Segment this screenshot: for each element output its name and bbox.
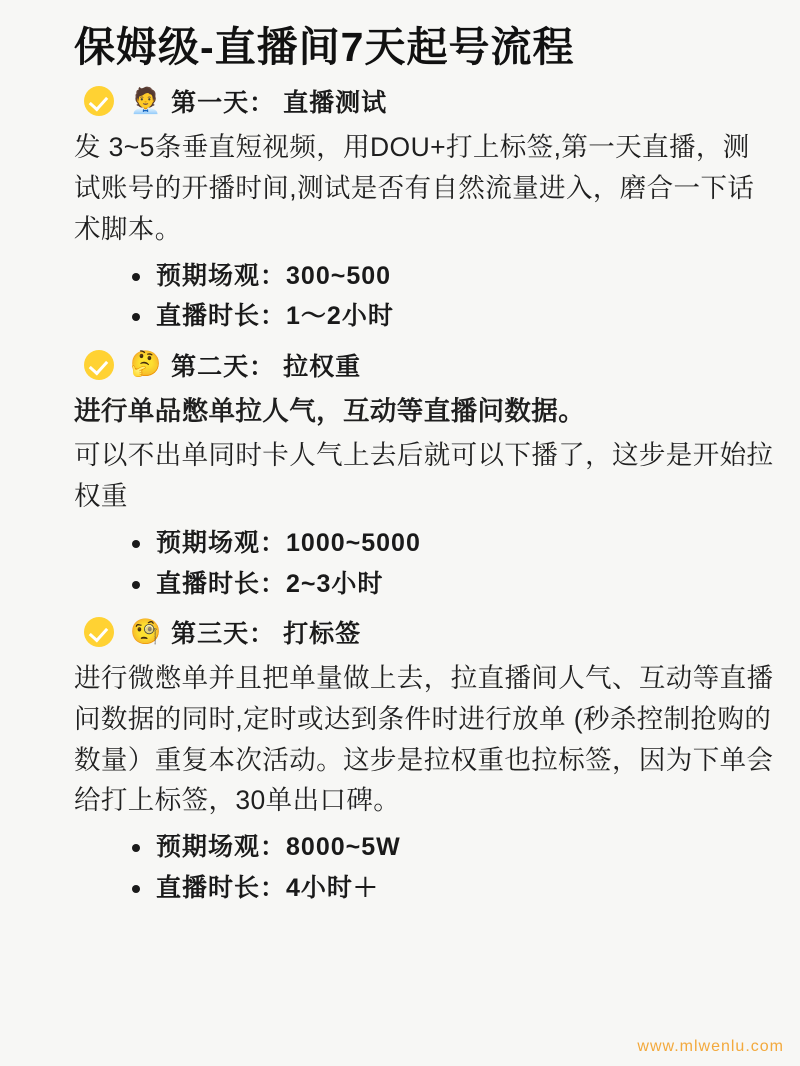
person-emoji-icon: 🧑‍💼: [130, 86, 162, 115]
section-topic: 拉权重: [283, 352, 362, 381]
page-title: 保姆级-直播间7天起号流程: [74, 24, 575, 70]
section-day-2: [60, 347, 776, 604]
bullet-label: 预期场观：: [156, 261, 287, 290]
list-item: [156, 564, 776, 605]
list-item: [156, 296, 776, 337]
list-item: [156, 256, 776, 297]
list-item: [156, 523, 776, 564]
bullet-label: 预期场观：: [156, 529, 287, 558]
watermark: www.mlwenlu.com: [637, 1038, 784, 1055]
section-topic: 直播测试: [283, 89, 388, 118]
section-paragraph-bold: 进行微憋单并且把单量做上去，: [74, 663, 451, 694]
section-day-label: 第一天：: [171, 89, 276, 118]
section-bullet-list: [60, 827, 776, 908]
list-item: [156, 868, 776, 909]
section-bullet-list: [60, 523, 776, 604]
section-header: [84, 347, 776, 383]
section-day-1: [60, 83, 776, 336]
section-header: [84, 614, 776, 650]
section-paragraph-regular: 拉直播间人气、互动等直播问数据的同时,定时或达到条件时进行放单 (秒杀控制抢购的数量）重复本次活动。这步是拉权重也拉标签，因为下单会给打上标签，30单出口碑。: [74, 663, 774, 816]
section-paragraph: 发 3~5条垂直短视频，用DOU+打上标签,第一天直播，测试账号的开播时间,测试是否有自然流量进入，磨合一下话术脚本。: [74, 132, 755, 244]
section-day-3: [60, 614, 776, 908]
section-paragraph-combined: [74, 658, 776, 821]
check-circle-icon: [84, 350, 114, 380]
list-item: [156, 827, 776, 868]
bullet-label: 直播时长：: [156, 569, 287, 598]
section-title: [171, 347, 361, 383]
section-title: [171, 83, 387, 119]
bullet-value: 1000~5000: [286, 529, 421, 558]
thinking-face-emoji-icon: 🤔: [130, 350, 162, 379]
check-circle-icon: [84, 86, 114, 116]
bullet-value: 300~500: [286, 261, 392, 290]
section-day-label: 第三天：: [171, 620, 276, 649]
bullet-value: 8000~5W: [286, 833, 401, 862]
bullet-label: 预期场观：: [156, 833, 287, 862]
bullet-label: 直播时长：: [156, 302, 287, 331]
section-topic: 打标签: [283, 620, 362, 649]
monocle-face-emoji-icon: 🧐: [130, 617, 162, 646]
section-paragraph: 进行单品憋单拉人气，互动等直播问数据。: [74, 395, 586, 426]
section-day-label: 第二天：: [171, 352, 276, 381]
section-bullet-list: [60, 256, 776, 337]
bullet-label: 直播时长：: [156, 873, 287, 902]
bullet-value: 4小时＋: [286, 873, 379, 902]
bullet-value: 1～2小时: [286, 302, 394, 331]
bullet-value: 2~3小时: [286, 569, 384, 598]
section-paragraph: 可以不出单同时卡人气上去后就可以下播了，这步是开始拉权重: [74, 440, 774, 512]
check-circle-icon: [84, 617, 114, 647]
section-header: [84, 83, 776, 119]
section-title: [171, 614, 361, 650]
